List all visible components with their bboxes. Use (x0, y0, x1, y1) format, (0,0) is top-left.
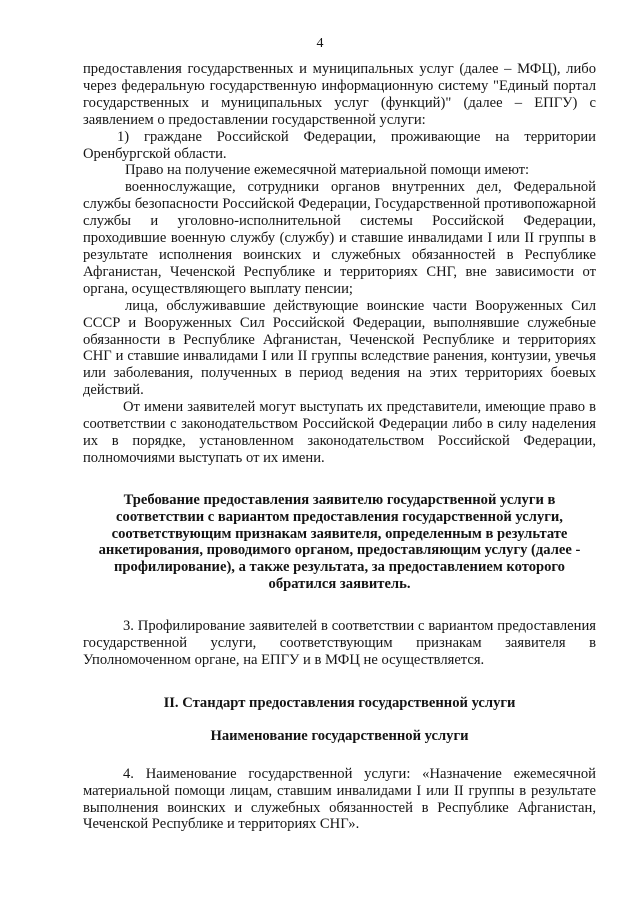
paragraph-persons: лица, обслуживавшие действующие воинские части Вооруженных Сил СССР и Вооруженных Сил Российской Федерации, выполнявшие служебные обязанности в Республике Афганистан, Чеченской Республике и территориях СНГ и ставшие инвалидами I или II группы вследствие ранения, контузии, увечья или заболевания, полученных в период ведения на этих территориях боевых действий. (83, 297, 596, 399)
page-number: 4 (316, 36, 324, 51)
paragraph-representatives: От имени заявителей могут выступать их представители, имеющие право в соответствии с законодательством Российской Федерации либо в силу наделения их в порядке, установленном законодательством Российской Федерации, полномочиями выступать от их имени. (83, 399, 596, 466)
paragraph-right-intro: Право на получение ежемесячной материальной помощи имеют: (125, 162, 530, 179)
paragraph-item-3: 3. Профилирование заявителей в соответствии с вариантом предоставления государственной услуги, соответствующим признакам заявителя в Уполномоченном органе, на ЕПГУ и в МФЦ не осуществляется. (83, 618, 596, 668)
paragraph-item-4: 4. Наименование государственной услуги: «Назначение ежемесячной материальной помощи лицам, ставшим инвалидами I или II группы в результате выполнения воинских и служебных обязанностей в Республике Афганистан, Чеченской Республике и территориях СНГ». (83, 765, 596, 833)
paragraph-item-1: 1) граждане Российской Федерации, проживающие на территории Оренбургской области. (83, 128, 596, 162)
document-body (83, 61, 596, 833)
paragraph-servicemen: военнослужащие, сотрудники органов внутренних дел, Федеральной службы безопасности Российской Федерации, Государственной противопожарной службы и уголовно-исполнительной системы Российской Федерации, проходившие военную службу (службу) и ставшие инвалидами I или II группы в результате исполнения воинских и служебных обязанностей в Республике Афганистан, Чеченской Республике и территориях СНГ, вне зависимости от органа, осуществляющего выплату пенсии; (83, 179, 596, 297)
heading-standard: II. Стандарт предоставления государственной услуги (163, 694, 516, 711)
heading-service-name: Наименование государственной услуги (210, 727, 469, 744)
paragraph-intro: предоставления государственных и муниципальных услуг (далее – МФЦ), либо через федеральную государственную информационную систему "Единый портал государственных и муниципальных услуг (функций)" (далее – ЕПГУ) с заявлением о предоставлении государственной услуги: (83, 61, 596, 128)
heading-requirement: Требование предоставления заявителю государственной услуги в соответствии с вариантом предоставления государственной услуги, соответствующим признакам заявителя, определенным в результате анкетирования, проводимого органом, предоставляющим услугу (далее - профилирование), а также результата, за предоставлением которого обратился заявитель. (98, 491, 581, 593)
